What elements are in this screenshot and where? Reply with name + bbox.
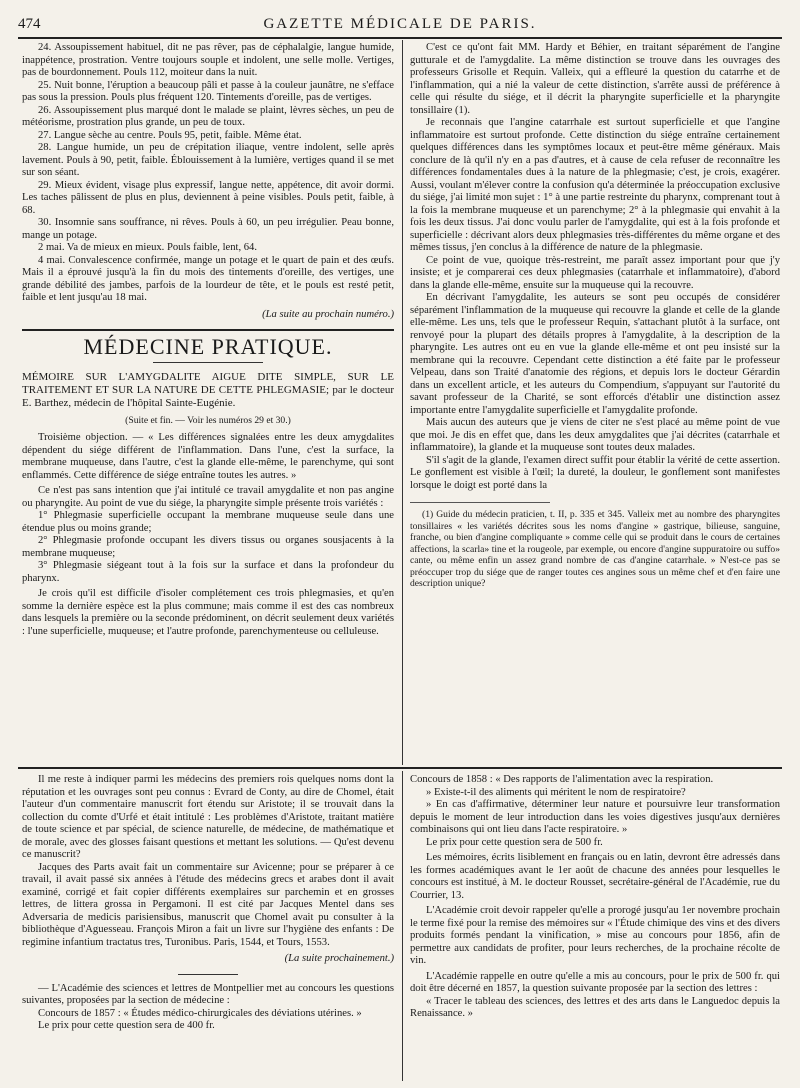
running-title: GAZETTE MÉDICALE DE PARIS. bbox=[263, 16, 537, 32]
paragraph: Ce point de vue, quoique très-restreint, me paraît assez important pour que j'y insiste; et je comparerai ces deux phlegmasies (catarrhale et inflammatoire), d'abord dans la glande elle-même, ensuite sur la muqueuse qui la recouvre. bbox=[410, 254, 780, 291]
paragraph: L'Académie croit devoir rappeler qu'elle a prorogé jusqu'au 1er novembre prochain le terme fixé pour la remise des mémoires sur « l'Étude chimique des vins et des divers produits formés pendant la vinification, » mise au concours pour 1856, afin de permettre aux candidats de profiter, pour leurs recherches, de la prochaine récolte de vin. bbox=[410, 905, 780, 966]
paragraph: Ce n'est pas sans intention que j'ai intitulé ce travail amygdalite et non pas angine ou pharyngite. Au point de vue du siége, la pharyngite simple présente trois variétés : bbox=[22, 485, 394, 509]
paragraph: Je reconnais que l'angine catarrhale est surtout superficielle et que l'angine inflammatoire est surtout profonde. Cette distinction du siége entraîne certainement quelques différences dans les symptômes locaux et peut-être même généraux. Mais conclure de là qu'il n'y en a pas d'autres, et à cause de cela refuser de reconnaître les différences fondamentales dues à la nature de la phlegmasie; c'est, je crois, exagérer. Aussi, voulant m'élever contre la confusion qu'a déterminée la préoccupation exclusive du siége, j'ai limité mon sujet : 1° à une partie restreinte du pharynx, comprenant tout à la fois la membrane muqueuse et un parenchyme; 2° à la phlegmasie qui envahit à la fois les deux tissus. J'ai donc voulu parler de l'amygdalite, qui est à la fois profonde et superficielle : décrivant alors deux phlegmasies très-différentes du même organe et des mêmes tissus, j'en conclus à la différence de nature de la phlegmasie. bbox=[410, 117, 780, 253]
footnote-rule bbox=[410, 502, 550, 503]
paragraph: » En cas d'affirmative, déterminer leur nature et poursuivre leur transformation depuis le moment de leur introduction dans les voies digestives jusqu'aux dernières combinaisons qui ont lieu dans l'acte respiratoire. » bbox=[410, 799, 780, 835]
paragraph: Concours de 1858 : « Des rapports de l'alimentation avec la respiration. bbox=[410, 774, 714, 785]
header-rule bbox=[18, 37, 782, 39]
paragraph: 4 mai. Convalescence confirmée, mange un potage et le quart de pain et des œufs. Mais il a éprouvé jusqu'à la fin du mois des tintements d'oreille, des vertiges, une grande débilité des jambes, parfois de la lourdeur de tête, et le pouls est resté petit, faible et lent jusqu'au 18 mai. bbox=[22, 254, 394, 303]
paragraph: 25. Nuit bonne, l'éruption a beaucoup pâli et passe à la couleur jaunâtre, ne s'efface pas sous la pression. Pouls plus fréquent 120. Tintements d'oreille, pas de vertiges. bbox=[22, 79, 394, 103]
memoir-title: MÉMOIRE SUR L'AMYGDALITE AIGUE DITE SIMPLE, SUR LE TRAITEMENT ET SUR LA NATURE DE CETTE PHLEGMASIE; par le docteur E. Barthez, médecin de l'hôpital Sainte-Eugénie. bbox=[22, 370, 394, 409]
paragraph: » Existe-t-il des aliments qui méritent le nom de respiratoire? bbox=[426, 786, 686, 798]
paragraph: 26. Assoupissement plus marqué dont le malade se plaint, lèvres sèches, un peu de météorisme, prostration plus grande, un peu de toux. bbox=[22, 104, 394, 128]
paragraph: Le prix pour cette question sera de 400 fr. bbox=[38, 1020, 215, 1031]
paragraph: 30. Insomnie sans souffrance, ni rêves. Pouls à 60, un peu irrégulier. Peau bonne, mange un potage. bbox=[22, 217, 394, 241]
paragraph: S'il s'agit de la glande, l'examen direct suffit pour établir la vérité de cette assertion. Le gonflement est visible à l'œil; la dureté, la douleur, le gonflement sont manifestes lorsque le doigt est porté dans la bbox=[410, 454, 780, 491]
paragraph: 29. Mieux évident, visage plus expressif, langue nette, appétence, dit avoir dormi. Les taches pâlissent de plus en plus, deviennent à peine visibles. Pouls petit, faible, à 68. bbox=[22, 179, 394, 216]
paragraph: 3° Phlegmasie siégeant tout à la fois sur la surface et dans la profondeur du pharynx. bbox=[22, 560, 394, 584]
section-rule bbox=[22, 329, 394, 331]
paragraph: Jacques des Parts avait fait un commentaire sur Avicenne; pour se préparer à ce travail, il avait passé six années à l'étude des médecins grecs et arabes dont il avait examiné, corrigé et fait copier différents exemplaires sur parchemin et en grosses lettres, de littera grossa in Pergamoni. Il est cité par Jacques Mentel dans ses Adversaria de medicis parisiensibus, manuscrit que Chomel avait pu consulter à la bibliothèque d'Aguesseau. François Miron a fait un livre sur l'hygiène des enfants : De regimine infantium tractatus tres, Turonibus. Paris, 1544, et Tours, 1553. bbox=[22, 861, 394, 948]
left-column bbox=[22, 42, 394, 764]
paragraph: « Tracer le tableau des sciences, des lettres et des arts dans le Languedoc depuis la Renaissance. » bbox=[410, 995, 780, 1019]
paragraph: Troisième objection. — « Les différences signalées entre les deux amygdalites dépendent du siége différent de l'inflammation. Dans l'une, c'est la surface, la membrane muqueuse, dans l'autre, c'est la glande elle-même, le parenchyme, qui sont enflammés. Cette différence de siége entraîne toutes les autres. » bbox=[22, 432, 394, 481]
footnote-text: (1) Guide du médecin praticien, t. II, p. 335 et 345. Valleix met au nombre des pharyngites tonsillaires « les variétés décrites sous les noms d'angine » gastrique, bilieuse, sanguine, franche, ou bien d'angine compliquante » comme celle qui se produit dans le cours de certaines affections, la scarla» tine et la rougeole, par exemple, ou encore d'angine suppuratoire ou suffo» cante, ou même enfin un assez grand nombre de cas d'angine catarrhale. » N'est-ce pas se préoccuper trop du siége que de ranger toutes ces angines sous un même chef et d'en faire une description unique? bbox=[410, 509, 780, 589]
paragraph: 24. Assoupissement habituel, dit ne pas rêver, pas de céphalalgie, langue humide, inappétence, prostration. Ventre toujours souple et indolent, une selle molle. Vertiges, pas de bourdonnement. Pouls 112, moiteur dans la nuit. bbox=[22, 42, 394, 78]
paragraph: — L'Académie des sciences et lettres de Montpellier met au concours les questions suivantes, proposées par la section de médecine : bbox=[22, 982, 394, 1006]
paragraph: 1° Phlegmasie superficielle occupant la membrane muqueuse seule dans une étendue plus ou moins grande; bbox=[22, 510, 394, 534]
paragraph: 27. Langue sèche au centre. Pouls 95, petit, faible. Même état. bbox=[38, 129, 302, 141]
right-column bbox=[410, 42, 780, 764]
column-separator-bottom bbox=[402, 771, 403, 1081]
paragraph: Les mémoires, écrits lisiblement en français ou en latin, devront être adressés dans les formes académiques avant le 1er août de chacune des années pour lesquelles le concours est institué, à M. le docteur Rousset, secrétaire-général de l'Académie, rue du Courrier, 13. bbox=[410, 852, 780, 901]
paragraph: 2 mai. Va de mieux en mieux. Pouls faible, lent, 64. bbox=[38, 242, 257, 253]
case-observations bbox=[22, 42, 394, 321]
page-header bbox=[18, 12, 782, 34]
section-divider bbox=[18, 767, 782, 769]
paragraph: Je crois qu'il est difficile d'isoler complétement ces trois phlegmasies, et qu'en somme la dernière espèce est la plus commune; mais comme il est des cas nombreux dans lesquels la première ou la seconde prédominent, on décrit seulement deux variétés : l'une superficielle, muqueuse; et l'autre profonde, parenchymenteuse ou celluleuse. bbox=[22, 588, 394, 637]
footnote bbox=[410, 509, 780, 590]
paragraph: En décrivant l'amygdalite, les auteurs se sont peu occupés de considérer séparément l'inflammation de la muqueuse qui recouvre la glande et celle de la glande elle-même. Les uns, tels que le professeur Requin, s'attachant plutôt à la surface, ont renvoyé pour la plupart des détails propres à l'amygdalite, à la description de la pharyngite. Les autres ont eu en vue la glande elle-même et ont peu insisté sur la membrane qui la recouvre. Cependant cette distinction a été faite par le professeur Velpeau, dans son Traité d'anatomie des régions, et depuis lors le docteur Gérardin dans un excellent article, et les auteurs du Compendium, s'appuyant sur l'autorité du savant professeur de la Charité, se sont efforcés d'établir une distinction assez importante entre l'amygdalite superficielle et l'amygdalite profonde. bbox=[410, 292, 780, 416]
page-number: 474 bbox=[18, 16, 41, 32]
bottom-right-column bbox=[410, 774, 780, 1082]
paragraph: L'Académie rappelle en outre qu'elle a mis au concours, pour le prix de 500 fr. qui doit être décerné en 1857, la question suivante proposée par la section des lettres : bbox=[410, 970, 780, 994]
paragraph: C'est ce qu'ont fait MM. Hardy et Béhier, en traitant séparément de l'angine gutturale et de l'amygdalite. La même distinction se trouve dans les ouvrages des professeurs Grisolle et Requin. Valleix, qui a effleuré la question du catarrhe et de l'inflammation, qui a nié la valeur de cette distinction, s'arrête aussi de préférence à celle qui résulte du siége, et il décrit la pharyngite superficielle et la pharyngite tonsillaire (1). bbox=[410, 42, 780, 116]
paragraph: Il me reste à indiquer parmi les médecins des premiers rois quelques noms dont la réputation et les ouvrages sont peu connus : Evrard de Conty, au dire de Chomel, était l'auteur d'un commentaire manuscrit fort étendu sur Aristote; il se trouvait dans la collection du comte d'Urfé et était intitulé : Les problèmes d'Aristote, traitant matière de toute science et par spécial, de science naturelle, de médecine, de mathématique et de morale, avec des glosses faisant questions et mettant les solutions. — Qu'est devenu ce manuscrit? bbox=[22, 774, 394, 860]
continuation-note: (Suite et fin. — Voir les numéros 29 et 30.) bbox=[125, 414, 291, 426]
continued-note: (La suite au prochain numéro.) bbox=[262, 308, 394, 320]
news-rule bbox=[178, 974, 238, 975]
paragraph: Concours de 1857 : « Études médico-chirurgicales des déviations utérines. » bbox=[38, 1007, 362, 1019]
continued-note: (La suite prochainement.) bbox=[284, 953, 394, 964]
paragraph: 2° Phlegmasie profonde occupant les divers tissus ou organes sousjacents à la membrane muqueuse; bbox=[22, 535, 394, 559]
section-title: MÉDECINE PRATIQUE. bbox=[83, 334, 333, 359]
paragraph: Mais aucun des auteurs que je viens de citer ne s'est placé au même point de vue que moi. Je dis en effet que, dans les deux amygdalites que j'ai décrites (catarrhale et inflammatoire), la glande et la muqueuse sont toutes deux malades. bbox=[410, 417, 780, 453]
title-rule bbox=[153, 362, 263, 363]
paragraph: Le prix pour cette question sera de 500 fr. bbox=[426, 836, 603, 848]
paragraph: 28. Langue humide, un peu de crépitation iliaque, ventre indolent, selle après lavement. Pouls à 90, petit, faible. Éblouissement à la lumière, vertiges quand il se met sur son séant. bbox=[22, 142, 394, 178]
bottom-left-column bbox=[22, 774, 394, 1082]
column-separator bbox=[402, 40, 403, 765]
